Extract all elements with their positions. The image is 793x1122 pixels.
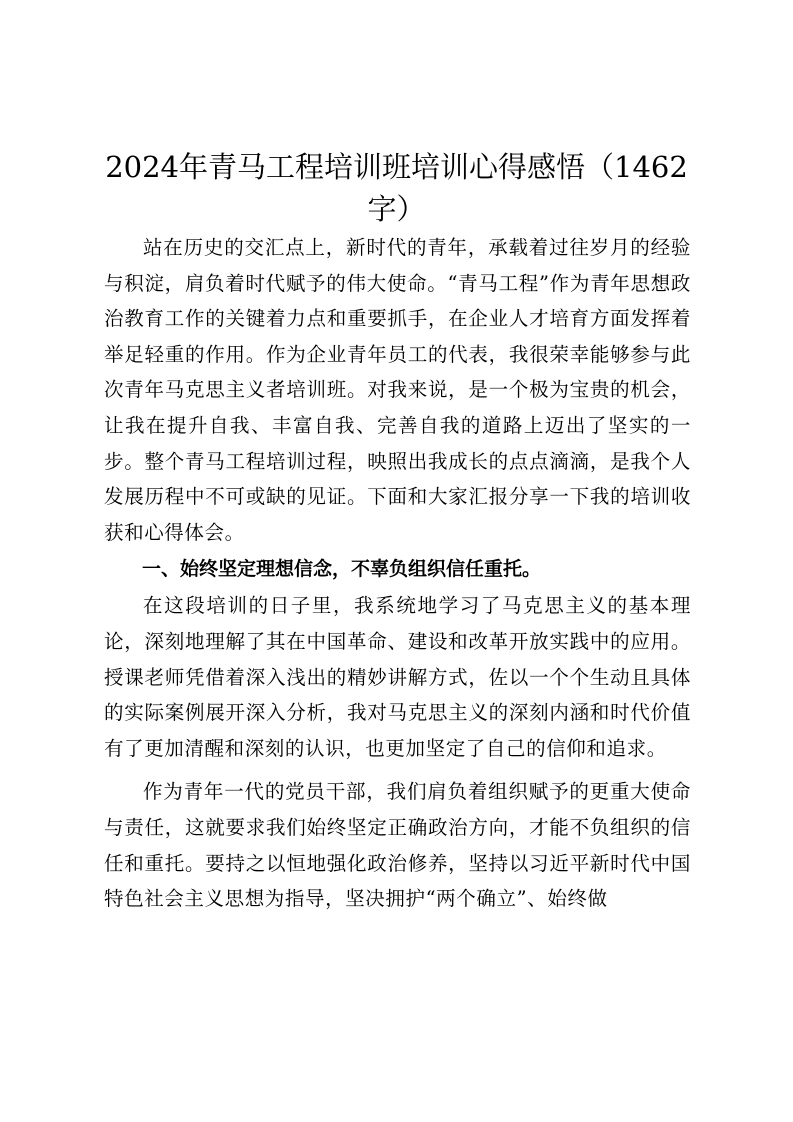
document-title: 2024年青马工程培训班培训心得感悟（1462字） xyxy=(105,150,688,226)
intro-paragraph: 站在历史的交汇点上，新时代的青年，承载着过往岁月的经验与积淀，肩负着时代赋予的伟大使命。“青马工程”作为青年思想政治教育工作的关键着力点和重要抓手，在企业人才培育方面发挥着举足轻重的作用。作为企业青年员工的代表，我很荣幸能够参与此次青年马克思主义者培训班。对我来说，是一个极为宝贵的机会，让我在提升自我、丰富自我、完善自我的道路上迈出了坚实的一步。整个青马工程培训过程，映照出我成长的点点滴滴，是我个人发展历程中不可或缺的见证。下面和大家汇报分享一下我的培训收获和心得体会。 xyxy=(104,236,691,544)
section-1-paragraph-2: 作为青年一代的党员干部，我们肩负着组织赋予的更重大使命与责任，这就要求我们始终坚定正确政治方向，才能不负组织的信任和重托。要持之以恒地强化政治修养，坚持以习近平新时代中国特色社会主义思想为指导，坚决拥护“两个确立”、始终做 xyxy=(104,780,691,911)
document-body xyxy=(104,230,691,917)
section-1-paragraph-1: 在这段培训的日子里，我系统地学习了马克思主义的基本理论，深刻地理解了其在中国革命、建设和改革开放实践中的应用。授课老师凭借着深入浅出的精妙讲解方式，佐以一个个生动且具体的实际案例展开深入分析，我对马克思主义的深刻内涵和时代价值有了更加清醒和深刻的认识，也更加坚定了自己的信仰和追求。 xyxy=(104,594,691,760)
section-heading-1: 一、始终坚定理想信念，不辜负组织信任重托。 xyxy=(142,558,542,581)
